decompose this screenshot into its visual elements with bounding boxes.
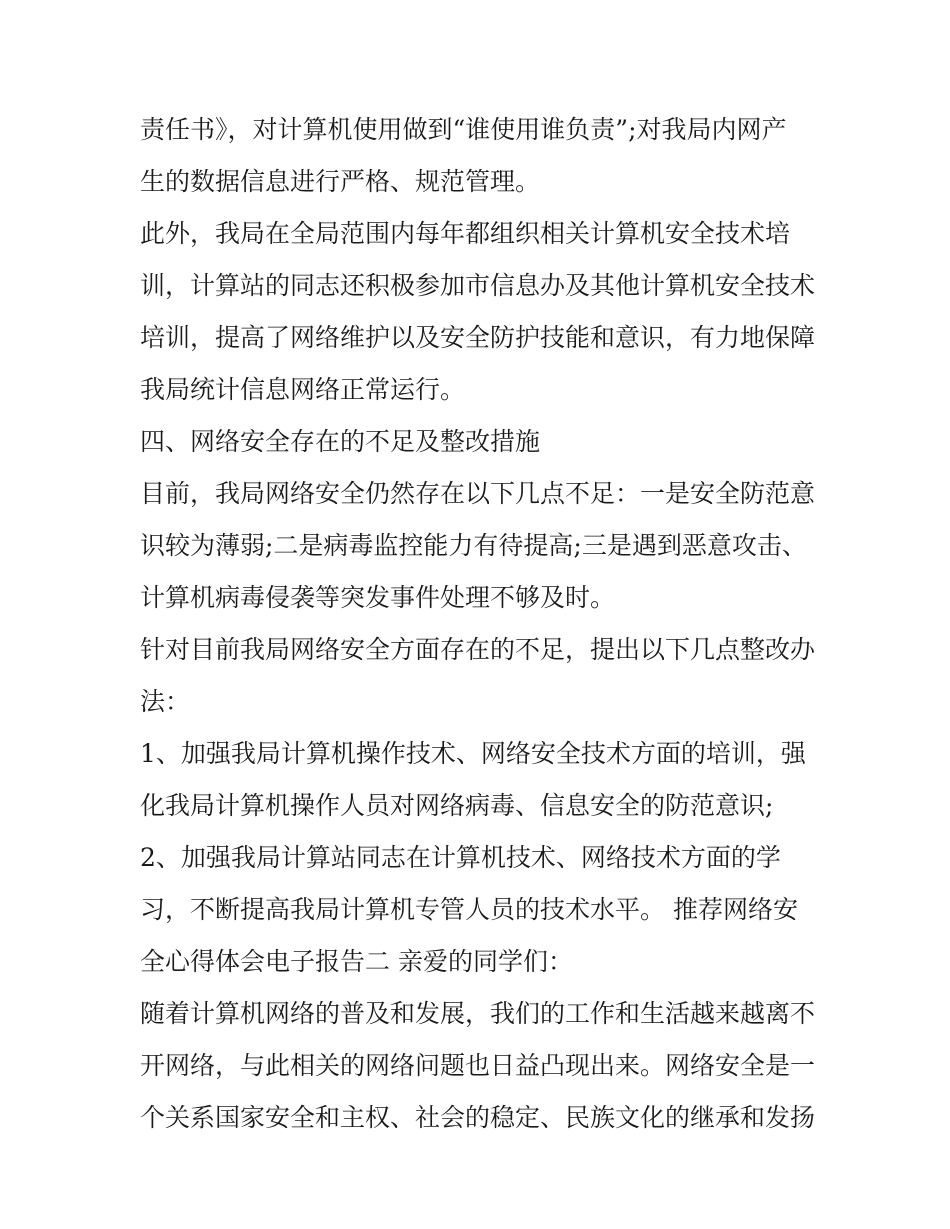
text-line: 针对目前我局网络安全方面存在的不足，提出以下几点整改办 xyxy=(140,635,816,664)
text-line: 我局统计信息网络正常运行。 xyxy=(140,375,466,404)
section-heading: 四、网络安全存在的不足及整改措施 xyxy=(140,427,541,456)
text-line: 目前，我局网络安全仍然存在以下几点不足：一是安全防范意 xyxy=(140,479,816,508)
text-line: 训，计算站的同志还积极参加市信息办及其他计算机安全技术 xyxy=(140,271,816,300)
text-line: 生的数据信息进行严格、规范管理。 xyxy=(140,167,541,196)
text-line: 化我局计算机操作人员对网络病毒、信息安全的防范意识; xyxy=(140,791,774,820)
text-line: 全心得体会电子报告二 亲爱的同学们： xyxy=(140,947,573,976)
document-body xyxy=(140,104,820,1144)
text-line: 责任书》，对计算机使用做到“谁使用谁负责”;对我局内网产 xyxy=(140,115,787,144)
text-line: 开网络，与此相关的网络问题也日益凸现出来。网络安全是一 xyxy=(140,1051,816,1080)
text-line: 此外，我局在全局范围内每年都组织相关计算机安全技术培 xyxy=(140,219,791,248)
text-line: 法： xyxy=(140,687,191,716)
list-item: 2、加强我局计算站同志在计算机技术、网络技术方面的学 xyxy=(140,843,781,872)
text-line: 随着计算机网络的普及和发展，我们的工作和生活越来越离不 xyxy=(140,999,816,1028)
list-item: 1、加强我局计算机操作技术、网络安全技术方面的培训，强 xyxy=(140,739,806,768)
text-line: 习，不断提高我局计算机专管人员的技术水平。 推荐网络安 xyxy=(140,895,798,924)
text-line: 个关系国家安全和主权、社会的稳定、民族文化的继承和发扬 xyxy=(140,1103,816,1132)
text-line: 计算机病毒侵袭等突发事件处理不够及时。 xyxy=(140,583,616,612)
text-line: 识较为薄弱;二是病毒监控能力有待提高;三是遇到恶意攻击、 xyxy=(140,531,807,560)
text-line: 培训，提高了网络维护以及安全防护技能和意识，有力地保障 xyxy=(140,323,816,352)
